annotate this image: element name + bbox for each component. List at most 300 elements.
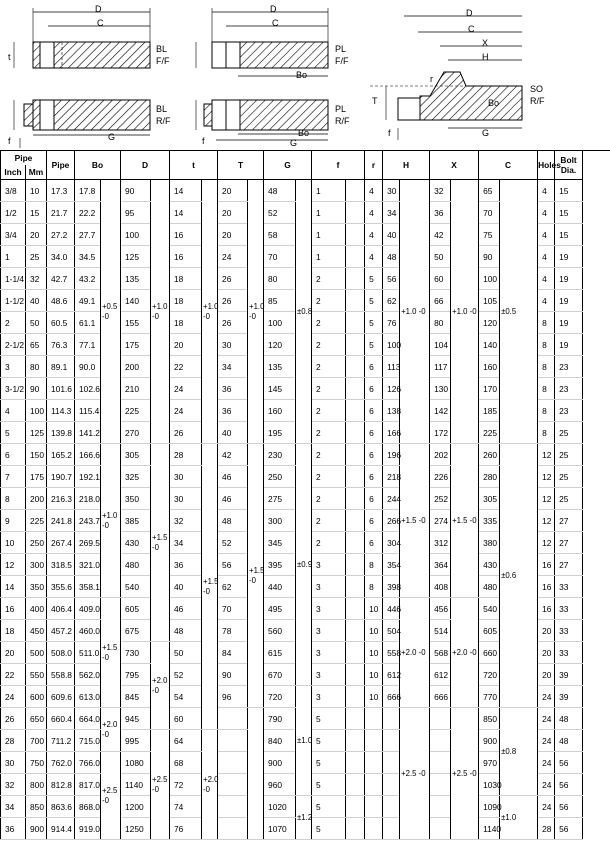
cell-r: 10 [365,686,383,708]
cell-mm: 300 [26,554,47,576]
cell-h [383,796,400,818]
cell-g: 250 [264,466,296,488]
cell-bo: 511.0 [75,642,101,664]
cell-f: 2 [312,510,346,532]
cell-inch: 8 [1,488,26,510]
pl-face-label: F/F [335,56,349,66]
cell-c: 140 [479,334,500,356]
cell-holes: 8 [538,356,555,378]
cell-f: 5 [312,708,346,730]
cell-tt: 30 [218,334,248,356]
cell-x: 252 [430,488,451,510]
cell-f-spacer [346,290,365,312]
cell-t: 50 [170,642,202,664]
cell-r: 4 [365,224,383,246]
cell-inch: 36 [1,818,26,840]
pl-rf-dim-g-label: G [290,138,298,148]
cell-c: 65 [479,180,500,202]
cell-d: 385 [121,510,151,532]
cell-pipe-od: 558.8 [47,664,75,686]
cell-r: 10 [365,642,383,664]
cell-bolt-dia: 33 [555,642,583,664]
header-pipe: Pipe [1,151,47,166]
cell-inch: 6 [1,444,26,466]
cell-pipe-od: 812.8 [47,774,75,796]
cell-holes: 16 [538,598,555,620]
bo-tolerance: +2.5 -0 [101,752,121,840]
cell-r: 10 [365,664,383,686]
cell-h [383,730,400,752]
cell-bo: 269.5 [75,532,101,554]
x-tolerance: +2.5 -0 [451,708,479,840]
cell-bolt-dia: 25 [555,466,583,488]
pl-dim-d-label: D [270,4,277,14]
cell-bo: 321.0 [75,554,101,576]
cell-r [365,730,383,752]
cell-g: 1020 [264,796,296,818]
cell-bolt-dia: 25 [555,488,583,510]
cell-pipe-od: 21.7 [47,202,75,224]
cell-bolt-dia: 33 [555,598,583,620]
cell-tt: 24 [218,246,248,268]
cell-t: 16 [170,246,202,268]
pl-type-label: PL [335,44,347,54]
cell-holes: 4 [538,224,555,246]
cell-bo: 141.2 [75,422,101,444]
cell-g: 395 [264,554,296,576]
cell-g: 495 [264,598,296,620]
cell-f-spacer [346,180,365,202]
cell-f-spacer [346,356,365,378]
pl-rf-dim-bo-label: Bo [298,128,310,138]
pl-rf-dim-f-label: f [202,136,205,146]
cell-x: 104 [430,334,451,356]
cell-tt [218,818,248,840]
cell-inch: 2-1/2 [1,334,26,356]
cell-h: 196 [383,444,400,466]
cell-mm: 65 [26,334,47,356]
cell-holes: 20 [538,664,555,686]
cell-c: 770 [479,686,500,708]
cell-t: 24 [170,400,202,422]
cell-bolt-dia: 33 [555,576,583,598]
cell-bo: 61.1 [75,312,101,334]
cell-inch: 3/8 [1,180,26,202]
cell-g: 195 [264,422,296,444]
cell-holes: 24 [538,686,555,708]
cell-mm: 100 [26,400,47,422]
cell-bo: 664.0 [75,708,101,730]
cell-tt: 46 [218,466,248,488]
cell-inch: 4 [1,400,26,422]
cell-holes: 8 [538,422,555,444]
cell-c: 430 [479,554,500,576]
header-holes: Holes [538,151,555,180]
cell-pipe-od: 165.2 [47,444,75,466]
bo-tolerance: +1.0 -0 [101,444,121,598]
cell-c: 225 [479,422,500,444]
cell-holes: 8 [538,334,555,356]
cell-mm: 80 [26,356,47,378]
cell-pipe-od: 27.2 [47,224,75,246]
cell-mm: 200 [26,488,47,510]
cell-d: 1200 [121,796,151,818]
cell-c: 480 [479,576,500,598]
cell-d: 1250 [121,818,151,840]
cell-g: 300 [264,510,296,532]
table-row [1,796,610,818]
cell-f-spacer [346,400,365,422]
cell-t: 74 [170,796,202,818]
cell-c: 380 [479,532,500,554]
cell-x: 568 [430,642,451,664]
cell-bolt-dia: 19 [555,246,583,268]
cell-holes: 4 [538,246,555,268]
cell-inch: 12 [1,554,26,576]
cell-c: 1030 [479,774,500,796]
cell-tt: 36 [218,400,248,422]
cell-r [365,752,383,774]
cell-holes: 24 [538,708,555,730]
pl-rf-face-label: R/F [335,116,350,126]
cell-t: 40 [170,576,202,598]
cell-pipe-od: 457.2 [47,620,75,642]
cell-bolt-dia: 23 [555,378,583,400]
cell-h: 244 [383,488,400,510]
cell-x: 66 [430,290,451,312]
cell-pipe-od: 17.3 [47,180,75,202]
cell-bolt-dia: 56 [555,752,583,774]
cell-f-spacer [346,532,365,554]
cell-g: 1070 [264,818,296,840]
cell-f-spacer [346,224,365,246]
cell-tt [218,796,248,818]
cell-f: 1 [312,246,346,268]
cell-mm: 25 [26,246,47,268]
cell-c: 660 [479,642,500,664]
cell-g: 135 [264,356,296,378]
cell-bo: 817.0 [75,774,101,796]
cell-r: 6 [365,488,383,510]
cell-pipe-od: 863.6 [47,796,75,818]
cell-bo: 22.2 [75,202,101,224]
cell-h: 446 [383,598,400,620]
cell-mm: 700 [26,730,47,752]
x-tolerance: +1.0 -0 [451,180,479,444]
cell-f: 2 [312,488,346,510]
cell-mm: 20 [26,224,47,246]
cell-mm: 225 [26,510,47,532]
cell-c: 90 [479,246,500,268]
cell-mm: 350 [26,576,47,598]
cell-h: 504 [383,620,400,642]
cell-pipe-od: 114.3 [47,400,75,422]
cell-bo: 919.0 [75,818,101,840]
g-tolerance: ±1.0 [296,686,312,796]
cell-f-spacer [346,752,365,774]
cell-tt: 42 [218,444,248,466]
c-tolerance: ±1.0 [500,796,538,840]
so-type-label: SO [530,84,544,94]
cell-inch: 28 [1,730,26,752]
cell-t: 26 [170,422,202,444]
cell-bolt-dia: 27 [555,532,583,554]
cell-t: 30 [170,488,202,510]
cell-pipe-od: 762.0 [47,752,75,774]
cell-tt: 56 [218,554,248,576]
bl-face-label: F/F [156,56,170,66]
cell-bo: 460.0 [75,620,101,642]
cell-g: 900 [264,752,296,774]
so-dim-f-label: f [388,128,391,138]
cell-h: 354 [383,554,400,576]
cell-inch: 16 [1,598,26,620]
cell-h: 34 [383,202,400,224]
cell-bo: 17.8 [75,180,101,202]
cell-d: 480 [121,554,151,576]
cell-x [430,796,451,818]
d-tolerance: +2.5 -0 [151,730,170,840]
cell-bo: 715.0 [75,730,101,752]
cell-h [383,818,400,840]
cell-t: 60 [170,708,202,730]
cell-g: 560 [264,620,296,642]
cell-t: 36 [170,554,202,576]
cell-t: 46 [170,598,202,620]
cell-f: 2 [312,444,346,466]
cell-r: 5 [365,312,383,334]
header-bo: Bo [75,151,121,180]
cell-f-spacer [346,576,365,598]
cell-x [430,774,451,796]
cell-tt [218,774,248,796]
cell-d: 995 [121,730,151,752]
cell-h: 113 [383,356,400,378]
cell-x: 274 [430,510,451,532]
bl-ff-drawing [14,8,150,68]
cell-f-spacer [346,708,365,730]
cell-f-spacer [346,686,365,708]
cell-tt: 48 [218,510,248,532]
cell-mm: 90 [26,378,47,400]
header-mm: Mm [26,165,47,180]
cell-holes: 12 [538,532,555,554]
cell-t: 32 [170,510,202,532]
cell-d: 305 [121,444,151,466]
cell-tt: 62 [218,576,248,598]
cell-bo: 77.1 [75,334,101,356]
cell-bo: 868.0 [75,796,101,818]
table-row [1,444,610,466]
cell-mm: 750 [26,752,47,774]
cell-bolt-dia: 39 [555,664,583,686]
cell-r: 4 [365,246,383,268]
cell-c: 280 [479,466,500,488]
flange-spec-table [0,150,610,840]
d-tolerance: +2.0 -0 [151,642,170,730]
cell-x: 456 [430,598,451,620]
cell-r: 4 [365,202,383,224]
cell-pipe-od: 508.0 [47,642,75,664]
cell-tt [218,708,248,730]
cell-f: 1 [312,180,346,202]
cell-t: 72 [170,774,202,796]
cell-g: 100 [264,312,296,334]
cell-t: 14 [170,180,202,202]
cell-holes: 28 [538,818,555,840]
cell-mm: 650 [26,708,47,730]
cell-r: 6 [365,400,383,422]
c-tolerance: ±0.8 [500,708,538,796]
header-f: f [312,151,365,180]
cell-c: 105 [479,290,500,312]
cell-mm: 150 [26,444,47,466]
header-h: H [383,151,430,180]
cell-bolt-dia: 19 [555,312,583,334]
cell-tt: 84 [218,642,248,664]
cell-bolt-dia: 39 [555,686,583,708]
cell-r: 6 [365,532,383,554]
cell-d: 90 [121,180,151,202]
cell-c: 185 [479,400,500,422]
so-dim-g-label: G [482,128,490,138]
cell-holes: 24 [538,730,555,752]
cell-pipe-od: 60.5 [47,312,75,334]
cell-f-spacer [346,796,365,818]
cell-h: 612 [383,664,400,686]
cell-mm: 500 [26,642,47,664]
cell-mm: 900 [26,818,47,840]
cell-g: 80 [264,268,296,290]
cell-mm: 15 [26,202,47,224]
cell-x: 514 [430,620,451,642]
cell-f: 2 [312,532,346,554]
cell-c: 720 [479,664,500,686]
cell-f: 5 [312,774,346,796]
cell-x [430,752,451,774]
cell-d: 675 [121,620,151,642]
cell-f: 3 [312,642,346,664]
cell-tt [218,752,248,774]
cell-pipe-od: 406.4 [47,598,75,620]
cell-g: 48 [264,180,296,202]
pl-dim-c-label: C [272,18,279,28]
bo-tolerance: +2.0 -0 [101,708,121,752]
cell-t: 18 [170,268,202,290]
cell-h: 266 [383,510,400,532]
cell-f: 2 [312,268,346,290]
c-tolerance: ±0.5 [500,180,538,444]
g-tolerance: ±1.2 [296,796,312,840]
cell-d: 605 [121,598,151,620]
h-tolerance: +2.0 -0 [400,598,430,708]
cell-inch: 3 [1,356,26,378]
cell-r [365,818,383,840]
cell-tt: 26 [218,290,248,312]
cell-inch: 1-1/4 [1,268,26,290]
cell-bolt-dia: 27 [555,554,583,576]
cell-inch: 26 [1,708,26,730]
cell-mm: 850 [26,796,47,818]
cell-inch: 18 [1,620,26,642]
cell-h [383,708,400,730]
cell-h: 218 [383,466,400,488]
cell-c: 260 [479,444,500,466]
cell-t: 20 [170,334,202,356]
cell-bolt-dia: 25 [555,422,583,444]
cell-holes: 20 [538,642,555,664]
cell-t: 68 [170,752,202,774]
cell-mm: 125 [26,422,47,444]
cell-x: 50 [430,246,451,268]
cell-holes: 24 [538,774,555,796]
cell-pipe-od: 34.0 [47,246,75,268]
cell-inch: 10 [1,532,26,554]
cell-g: 615 [264,642,296,664]
bl-rf-drawing [14,100,150,148]
cell-t: 64 [170,730,202,752]
dim-d-label: D [95,4,102,14]
cell-g: 52 [264,202,296,224]
cell-d: 325 [121,466,151,488]
cell-g: 345 [264,532,296,554]
cell-t: 30 [170,466,202,488]
cell-g: 70 [264,246,296,268]
cell-x: 364 [430,554,451,576]
cell-f: 2 [312,378,346,400]
cell-f: 3 [312,686,346,708]
cell-f-spacer [346,268,365,290]
cell-f: 3 [312,664,346,686]
cell-c: 335 [479,510,500,532]
cell-d: 540 [121,576,151,598]
cell-g: 160 [264,400,296,422]
cell-d: 270 [121,422,151,444]
cell-d: 795 [121,664,151,686]
cell-t: 16 [170,224,202,246]
cell-f-spacer [346,378,365,400]
cell-tt: 36 [218,378,248,400]
pl-ff-drawing [196,8,328,76]
cell-bolt-dia: 25 [555,444,583,466]
cell-f: 2 [312,312,346,334]
cell-f-spacer [346,202,365,224]
cell-mm: 10 [26,180,47,202]
cell-inch: 3-1/2 [1,378,26,400]
cell-pipe-od: 355.6 [47,576,75,598]
cell-pipe-od: 139.8 [47,422,75,444]
cell-tt: 78 [218,620,248,642]
cell-f: 2 [312,422,346,444]
cell-r: 6 [365,510,383,532]
cell-tt: 20 [218,180,248,202]
cell-h: 76 [383,312,400,334]
bl-rf-type-label: BL [156,104,168,114]
cell-f-spacer [346,818,365,840]
cell-t: 18 [170,312,202,334]
cell-bo: 409.0 [75,598,101,620]
cell-d: 210 [121,378,151,400]
cell-d: 430 [121,532,151,554]
cell-f-spacer [346,334,365,356]
cell-tt: 26 [218,268,248,290]
cell-f-spacer [346,664,365,686]
cell-f-spacer [346,730,365,752]
cell-bo: 102.6 [75,378,101,400]
cell-t: 22 [170,356,202,378]
cell-h: 666 [383,686,400,708]
cell-x: 142 [430,400,451,422]
